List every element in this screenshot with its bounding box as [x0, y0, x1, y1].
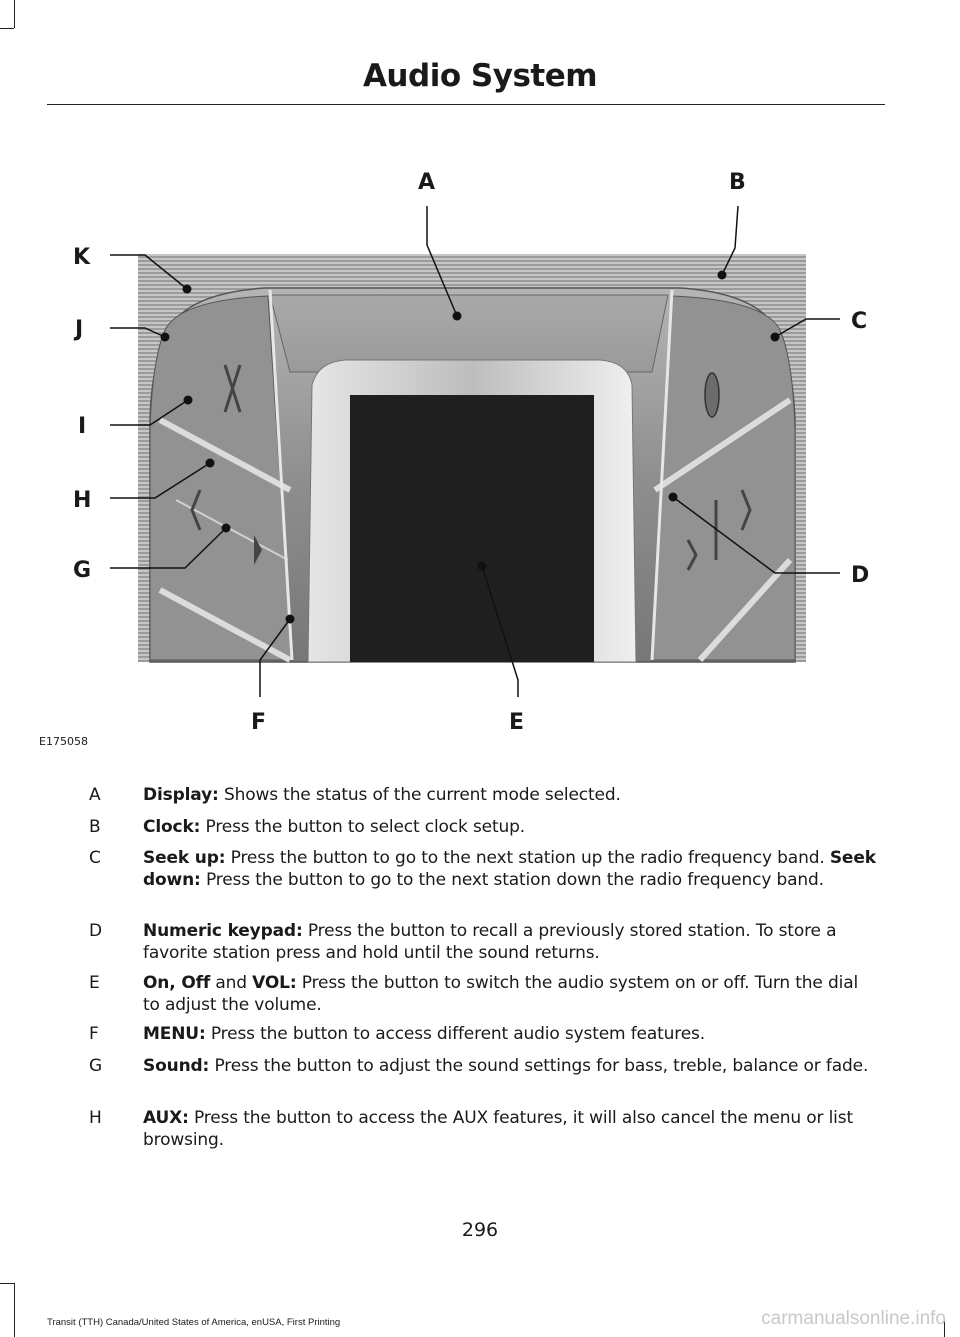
desc-text: MENU: Press the button to access different audio system features. [143, 1024, 705, 1044]
callout-e: E [509, 710, 525, 735]
desc-term: Sound: [143, 1056, 210, 1076]
desc-term: Clock: [143, 817, 201, 837]
desc-term: Display: [143, 785, 219, 805]
desc-text: Display: Shows the status of the current mode selected. [143, 785, 621, 805]
page-number: 296 [461, 1219, 499, 1241]
desc-text: AUX: Press the button to access the AUX features, it will also cancel the menu or list browsing. [143, 1108, 853, 1150]
desc-text: On, Off and VOL: Press the button to switch the audio system on or off. Turn the dial to adjust the volume. [143, 973, 859, 1015]
desc-letter: A [89, 785, 101, 805]
desc-letter: B [89, 817, 101, 837]
desc-letter: D [89, 921, 103, 941]
footer-text: Transit (TTH) Canada/United States of America, enUSA, First Printing [47, 1317, 341, 1328]
desc-term: Seek up: [143, 848, 226, 868]
desc-letter: H [89, 1108, 102, 1128]
callout-a: A [418, 170, 436, 195]
desc-term: On, Off [143, 973, 211, 993]
knob-icon [705, 373, 719, 417]
desc-text: Sound: Press the button to adjust the sound settings for bass, treble, balance or fade. [143, 1056, 869, 1076]
callout-g: G [73, 558, 92, 583]
callout-k: K [73, 245, 91, 270]
screen [350, 395, 594, 662]
desc-term: Numeric keypad: [143, 921, 303, 941]
desc-term: MENU: [143, 1024, 206, 1044]
desc-letter: E [89, 973, 100, 993]
desc-text: Seek up: Press the button to go to the next station up the radio frequency band. Seek down: Press the button to go to the next station down the radio frequency band. [143, 848, 876, 890]
callout-b: B [729, 170, 746, 195]
callout-h: H [73, 488, 92, 513]
figure-id-label: E175058 [39, 735, 88, 748]
desc-letter: G [89, 1056, 103, 1076]
desc-text: Clock: Press the button to select clock setup. [143, 817, 525, 837]
desc-term: Seek down: [143, 848, 876, 890]
crop-mark-bottom-left-v [14, 1283, 15, 1337]
desc-letter: C [89, 848, 101, 868]
desc-letter: F [89, 1024, 99, 1044]
desc-text: Numeric keypad: Press the button to recall a previously stored station. To store a favorite station press and hold until the sound returns. [143, 921, 837, 963]
watermark: carmanualsonline.info [761, 1308, 946, 1329]
callout-c: C [851, 309, 868, 334]
page-title: Audio System [362, 58, 598, 94]
desc-term: AUX: [143, 1108, 189, 1128]
desc-term: VOL: [252, 973, 297, 993]
crop-mark-bottom-left-h [0, 1283, 14, 1284]
callout-j: J [75, 317, 84, 342]
callout-i: I [78, 414, 87, 439]
callout-d: D [851, 563, 870, 588]
callout-f: F [251, 710, 267, 735]
